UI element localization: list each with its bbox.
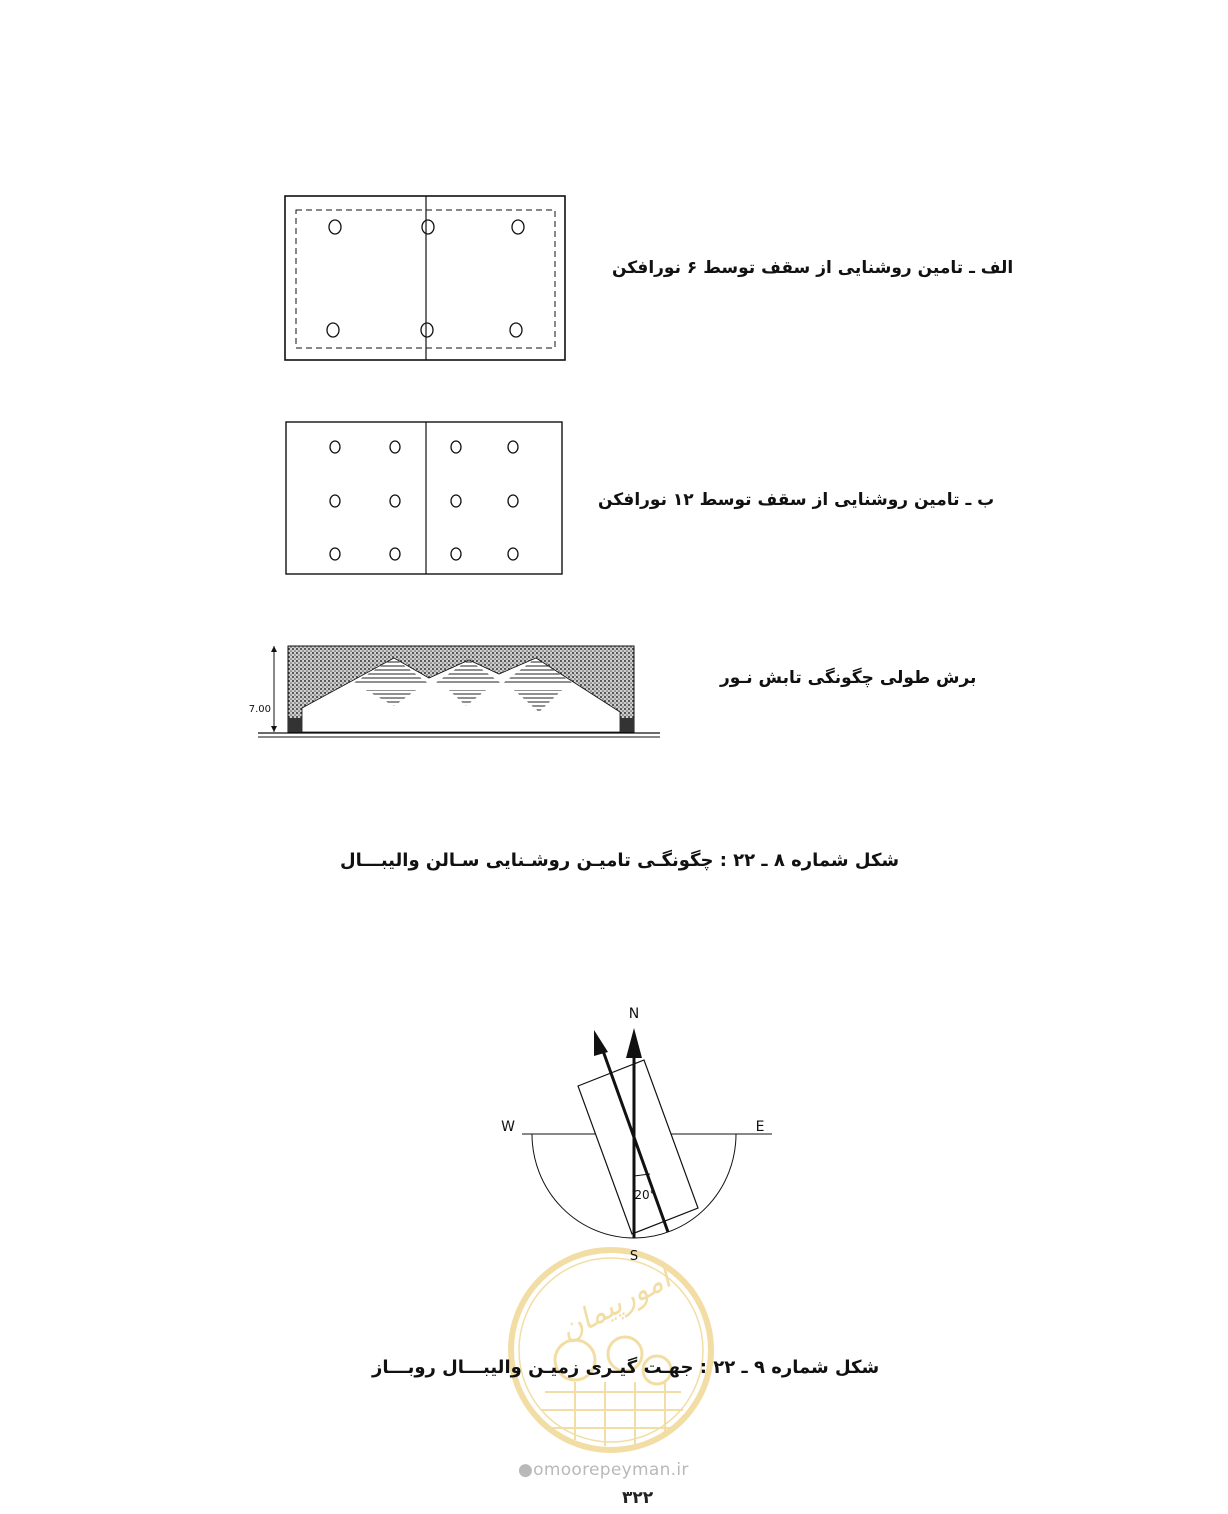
south-label: S: [629, 1249, 639, 1264]
section-caption: برش طولی چگونگی تابش نـور: [720, 668, 977, 688]
plan-diagram-12-lights: [280, 418, 570, 582]
watermark-logo: [505, 1242, 717, 1460]
watermark-logo-text: امورپیمان: [553, 1260, 677, 1349]
globe-icon: ●: [518, 1460, 534, 1480]
longitudinal-section-diagram: [244, 640, 664, 744]
figure-8-caption: شکل شماره ۸ ـ ۲۲ : چگونگـی تامیـن روشـنایی سـالن والیبـــال: [340, 850, 900, 871]
diagram-b-caption: ب ـ تامین روشنایی از سقف توسط ۱۲ نورافکن: [598, 490, 995, 510]
page-number: ۳۲۲: [622, 1488, 654, 1508]
diagram-a-caption: الف ـ تامین روشنایی از سقف توسط ۶ نورافکن: [612, 258, 1014, 278]
figure-9-caption: شکل شماره ۹ ـ ۲۲ : جهـت گیـری زمیـن والیبـــال روبـــاز: [372, 1357, 880, 1378]
north-label: N: [628, 1006, 640, 1022]
angle-label: 20°: [634, 1188, 656, 1202]
west-label: W: [501, 1119, 515, 1135]
plan-diagram-6-lights: [280, 190, 575, 368]
height-dimension-label: 7.00: [248, 704, 271, 715]
east-label: E: [755, 1119, 765, 1135]
floodlight-markers: [330, 441, 518, 560]
watermark-site: ●omoorepeyman.ir: [518, 1460, 689, 1480]
court-orientation-diagram: [490, 1000, 780, 1270]
